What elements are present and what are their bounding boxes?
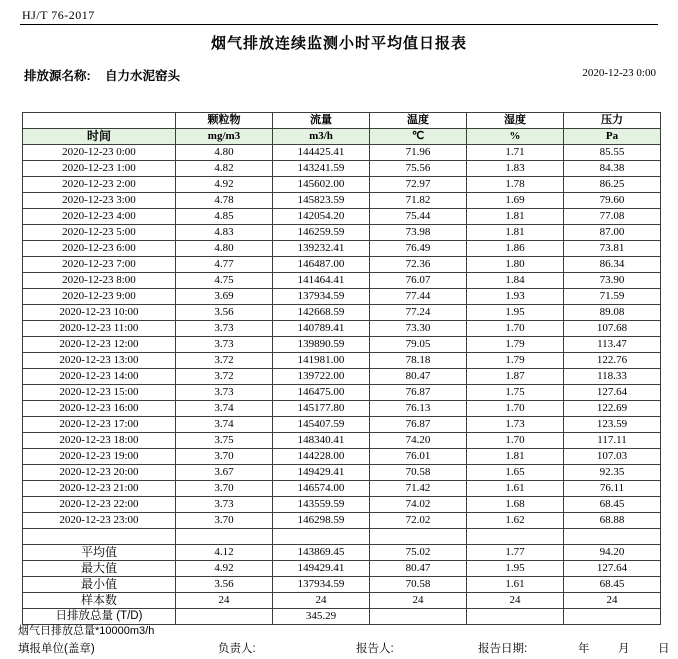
table-header-units [23, 129, 661, 145]
day-label: 日 [658, 643, 670, 655]
cell-pressure: 113.47 [564, 337, 661, 353]
cell-humidity: 1.62 [467, 513, 564, 529]
cell-time: 2020-12-23 8:00 [23, 273, 176, 289]
cell-flow: 148340.41 [273, 433, 370, 449]
cell-pressure: 92.35 [564, 465, 661, 481]
cell-particulate: 3.67 [176, 465, 273, 481]
cell-time: 2020-12-23 16:00 [23, 401, 176, 417]
cell-particulate: 4.80 [176, 241, 273, 257]
cell-particulate: 3.74 [176, 417, 273, 433]
cell-time: 2020-12-23 0:00 [23, 145, 176, 161]
cell-particulate: 3.72 [176, 369, 273, 385]
unit-seal-label: 填报单位(盖章) [18, 643, 95, 655]
cell-temperature: 75.56 [370, 161, 467, 177]
cell-time: 2020-12-23 12:00 [23, 337, 176, 353]
cell-temperature: 80.47 [370, 369, 467, 385]
cell-flow: 139722.00 [273, 369, 370, 385]
table-header-parameters [23, 113, 661, 129]
daily-total-humidity [467, 609, 564, 625]
cell-temperature: 77.44 [370, 289, 467, 305]
summary-flow: 24 [273, 593, 370, 609]
summary-pressure: 94.20 [564, 545, 661, 561]
cell-particulate: 3.73 [176, 497, 273, 513]
table-row [23, 449, 661, 465]
summary-row-max [23, 561, 661, 577]
cell-humidity: 1.61 [467, 481, 564, 497]
responsible-label: 负责人: [218, 643, 256, 655]
cell-time: 2020-12-23 22:00 [23, 497, 176, 513]
cell-flow: 146298.59 [273, 513, 370, 529]
cell-particulate: 4.85 [176, 209, 273, 225]
header-param-temperature: 温度 [370, 113, 467, 129]
cell-humidity: 1.80 [467, 257, 564, 273]
cell-humidity: 1.81 [467, 225, 564, 241]
summary-row-average [23, 545, 661, 561]
cell-flow: 141981.00 [273, 353, 370, 369]
table-spacer-row [23, 529, 661, 545]
cell-flow: 149429.41 [273, 465, 370, 481]
hourly-average-table [22, 112, 661, 625]
cell-pressure: 73.81 [564, 241, 661, 257]
summary-label: 样本数 [23, 593, 176, 609]
summary-label: 最大值 [23, 561, 176, 577]
cell-temperature: 71.82 [370, 193, 467, 209]
table-row [23, 433, 661, 449]
table-row [23, 497, 661, 513]
cell-flow: 139890.59 [273, 337, 370, 353]
cell-time: 2020-12-23 1:00 [23, 161, 176, 177]
cell-particulate: 3.69 [176, 289, 273, 305]
cell-humidity: 1.78 [467, 177, 564, 193]
cell-temperature: 76.07 [370, 273, 467, 289]
cell-humidity: 1.68 [467, 497, 564, 513]
table-row [23, 177, 661, 193]
cell-flow: 145823.59 [273, 193, 370, 209]
cell-pressure: 118.33 [564, 369, 661, 385]
summary-temperature: 24 [370, 593, 467, 609]
cell-humidity: 1.83 [467, 161, 564, 177]
cell-pressure: 73.90 [564, 273, 661, 289]
cell-time: 2020-12-23 11:00 [23, 321, 176, 337]
cell-particulate: 3.70 [176, 513, 273, 529]
cell-humidity: 1.87 [467, 369, 564, 385]
cell-flow: 144425.41 [273, 145, 370, 161]
table-row [23, 401, 661, 417]
page-title: 烟气排放连续监测小时平均值日报表 [210, 35, 467, 52]
table-row [23, 417, 661, 433]
cell-temperature: 73.30 [370, 321, 467, 337]
cell-particulate: 3.73 [176, 337, 273, 353]
table-row [23, 337, 661, 353]
summary-humidity: 1.95 [467, 561, 564, 577]
table-row [23, 465, 661, 481]
summary-temperature: 70.58 [370, 577, 467, 593]
table-row [23, 225, 661, 241]
header-unit-temperature: ℃ [370, 129, 467, 145]
header-param-particulate: 颗粒物 [176, 113, 273, 129]
table-row [23, 513, 661, 529]
cell-humidity: 1.93 [467, 289, 564, 305]
cell-temperature: 70.58 [370, 465, 467, 481]
reporter-label: 报告人: [356, 643, 394, 655]
cell-time: 2020-12-23 13:00 [23, 353, 176, 369]
summary-row-min [23, 577, 661, 593]
cell-humidity: 1.70 [467, 401, 564, 417]
cell-particulate: 3.70 [176, 481, 273, 497]
cell-time: 2020-12-23 21:00 [23, 481, 176, 497]
cell-time: 2020-12-23 5:00 [23, 225, 176, 241]
cell-temperature: 76.13 [370, 401, 467, 417]
table-row [23, 161, 661, 177]
cell-time: 2020-12-23 9:00 [23, 289, 176, 305]
cell-flow: 140789.41 [273, 321, 370, 337]
cell-time: 2020-12-23 18:00 [23, 433, 176, 449]
cell-particulate: 3.73 [176, 321, 273, 337]
summary-flow: 137934.59 [273, 577, 370, 593]
cell-humidity: 1.79 [467, 353, 564, 369]
cell-time: 2020-12-23 6:00 [23, 241, 176, 257]
cell-time: 2020-12-23 7:00 [23, 257, 176, 273]
cell-pressure: 86.25 [564, 177, 661, 193]
standard-code: HJ/T 76-2017 [22, 8, 95, 22]
summary-temperature: 75.02 [370, 545, 467, 561]
cell-flow: 146574.00 [273, 481, 370, 497]
cell-time: 2020-12-23 3:00 [23, 193, 176, 209]
cell-particulate: 4.77 [176, 257, 273, 273]
header-unit-flow: m3/h [273, 129, 370, 145]
cell-temperature: 71.42 [370, 481, 467, 497]
cell-pressure: 77.08 [564, 209, 661, 225]
cell-flow: 144228.00 [273, 449, 370, 465]
cell-temperature: 71.96 [370, 145, 467, 161]
cell-time: 2020-12-23 4:00 [23, 209, 176, 225]
source-label: 排放源名称: [24, 69, 91, 83]
cell-particulate: 3.73 [176, 385, 273, 401]
summary-pressure: 24 [564, 593, 661, 609]
cell-temperature: 74.02 [370, 497, 467, 513]
cell-pressure: 76.11 [564, 481, 661, 497]
table-row [23, 193, 661, 209]
summary-row-sample-count [23, 593, 661, 609]
source-value: 自力水泥窑头 [105, 69, 181, 83]
summary-particulate: 3.56 [176, 577, 273, 593]
cell-pressure: 84.38 [564, 161, 661, 177]
cell-flow: 146259.59 [273, 225, 370, 241]
table-row [23, 241, 661, 257]
cell-pressure: 85.55 [564, 145, 661, 161]
cell-particulate: 4.83 [176, 225, 273, 241]
daily-total-temperature [370, 609, 467, 625]
header-param-humidity: 湿度 [467, 113, 564, 129]
cell-time: 2020-12-23 15:00 [23, 385, 176, 401]
cell-flow: 141464.41 [273, 273, 370, 289]
cell-temperature: 76.87 [370, 385, 467, 401]
cell-humidity: 1.73 [467, 417, 564, 433]
cell-temperature: 75.44 [370, 209, 467, 225]
cell-humidity: 1.65 [467, 465, 564, 481]
summary-pressure: 68.45 [564, 577, 661, 593]
cell-pressure: 107.68 [564, 321, 661, 337]
cell-particulate: 4.92 [176, 177, 273, 193]
cell-temperature: 72.36 [370, 257, 467, 273]
cell-particulate: 3.75 [176, 433, 273, 449]
table-row [23, 353, 661, 369]
table-row [23, 385, 661, 401]
cell-pressure: 79.60 [564, 193, 661, 209]
cell-pressure: 123.59 [564, 417, 661, 433]
header-unit-humidity: % [467, 129, 564, 145]
cell-particulate: 3.74 [176, 401, 273, 417]
cell-humidity: 1.81 [467, 449, 564, 465]
header-divider [20, 24, 658, 25]
header-unit-pressure: Pa [564, 129, 661, 145]
cell-humidity: 1.95 [467, 305, 564, 321]
header-blank-cell [23, 113, 176, 129]
summary-label: 平均值 [23, 545, 176, 561]
summary-flow: 143869.45 [273, 545, 370, 561]
cell-pressure: 117.11 [564, 433, 661, 449]
cell-pressure: 107.03 [564, 449, 661, 465]
table-row [23, 273, 661, 289]
report-date-label: 报告日期: [478, 643, 528, 655]
cell-flow: 145602.00 [273, 177, 370, 193]
cell-temperature: 72.97 [370, 177, 467, 193]
cell-humidity: 1.70 [467, 321, 564, 337]
table-row [23, 209, 661, 225]
cell-flow: 145177.80 [273, 401, 370, 417]
cell-pressure: 68.88 [564, 513, 661, 529]
cell-temperature: 74.20 [370, 433, 467, 449]
cell-humidity: 1.86 [467, 241, 564, 257]
cell-pressure: 122.69 [564, 401, 661, 417]
cell-time: 2020-12-23 14:00 [23, 369, 176, 385]
cell-flow: 143559.59 [273, 497, 370, 513]
cell-flow: 142668.59 [273, 305, 370, 321]
summary-label: 最小值 [23, 577, 176, 593]
table-row [23, 321, 661, 337]
cell-pressure: 68.45 [564, 497, 661, 513]
cell-particulate: 3.70 [176, 449, 273, 465]
cell-pressure: 87.00 [564, 225, 661, 241]
table-row [23, 305, 661, 321]
cell-humidity: 1.70 [467, 433, 564, 449]
cell-humidity: 1.75 [467, 385, 564, 401]
summary-particulate: 4.92 [176, 561, 273, 577]
cell-temperature: 76.01 [370, 449, 467, 465]
header-unit-particulate: mg/m3 [176, 129, 273, 145]
cell-time: 2020-12-23 2:00 [23, 177, 176, 193]
summary-humidity: 1.61 [467, 577, 564, 593]
cell-temperature: 78.18 [370, 353, 467, 369]
cell-pressure: 127.64 [564, 385, 661, 401]
summary-particulate: 24 [176, 593, 273, 609]
cell-time: 2020-12-23 23:00 [23, 513, 176, 529]
header-time-label: 时间 [23, 129, 176, 145]
cell-flow: 137934.59 [273, 289, 370, 305]
cell-particulate: 3.56 [176, 305, 273, 321]
daily-total-particulate [176, 609, 273, 625]
daily-total-pressure [564, 609, 661, 625]
cell-pressure: 122.76 [564, 353, 661, 369]
table-row [23, 481, 661, 497]
cell-flow: 146475.00 [273, 385, 370, 401]
cell-particulate: 3.72 [176, 353, 273, 369]
cell-flow: 142054.20 [273, 209, 370, 225]
cell-pressure: 86.34 [564, 257, 661, 273]
cell-temperature: 72.02 [370, 513, 467, 529]
footnote: 烟气日排放总量*10000m3/h [18, 625, 155, 637]
cell-temperature: 77.24 [370, 305, 467, 321]
header-param-flow: 流量 [273, 113, 370, 129]
cell-temperature: 76.87 [370, 417, 467, 433]
cell-pressure: 71.59 [564, 289, 661, 305]
header-param-pressure: 压力 [564, 113, 661, 129]
cell-particulate: 4.82 [176, 161, 273, 177]
cell-temperature: 79.05 [370, 337, 467, 353]
summary-flow: 149429.41 [273, 561, 370, 577]
year-label: 年 [578, 643, 590, 655]
table-row [23, 257, 661, 273]
cell-particulate: 4.78 [176, 193, 273, 209]
daily-total-flow: 345.29 [273, 609, 370, 625]
summary-humidity: 24 [467, 593, 564, 609]
cell-flow: 139232.41 [273, 241, 370, 257]
cell-humidity: 1.71 [467, 145, 564, 161]
cell-temperature: 76.49 [370, 241, 467, 257]
table-row [23, 289, 661, 305]
table-row [23, 145, 661, 161]
cell-pressure: 89.08 [564, 305, 661, 321]
daily-total-label: 日排放总量 (T/D) [23, 609, 176, 625]
table-row [23, 369, 661, 385]
summary-particulate: 4.12 [176, 545, 273, 561]
summary-pressure: 127.64 [564, 561, 661, 577]
cell-flow: 146487.00 [273, 257, 370, 273]
cell-flow: 145407.59 [273, 417, 370, 433]
cell-particulate: 4.75 [176, 273, 273, 289]
cell-humidity: 1.84 [467, 273, 564, 289]
cell-temperature: 73.98 [370, 225, 467, 241]
report-timestamp: 2020-12-23 0:00 [582, 67, 656, 79]
cell-humidity: 1.79 [467, 337, 564, 353]
summary-humidity: 1.77 [467, 545, 564, 561]
cell-time: 2020-12-23 19:00 [23, 449, 176, 465]
summary-temperature: 80.47 [370, 561, 467, 577]
cell-flow: 143241.59 [273, 161, 370, 177]
cell-humidity: 1.81 [467, 209, 564, 225]
cell-humidity: 1.69 [467, 193, 564, 209]
cell-time: 2020-12-23 10:00 [23, 305, 176, 321]
month-label: 月 [618, 643, 630, 655]
cell-time: 2020-12-23 17:00 [23, 417, 176, 433]
cell-time: 2020-12-23 20:00 [23, 465, 176, 481]
cell-particulate: 4.80 [176, 145, 273, 161]
